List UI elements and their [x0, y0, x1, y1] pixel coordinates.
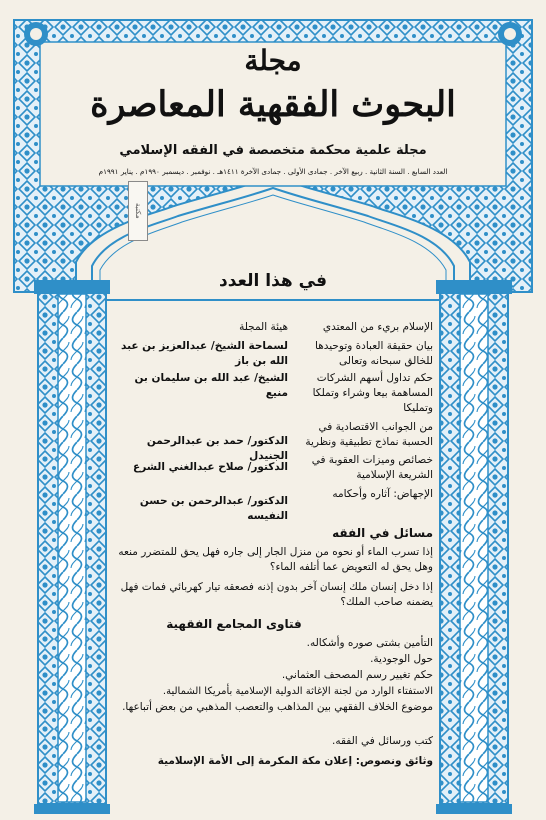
- fiqh-issues-title: مسائل في الفقه: [332, 526, 433, 540]
- fatwa-item-3: حكم تغيير رسم المصحف العثماني.: [281, 669, 433, 681]
- article-title-3: حكم تداول أسهم الشركات المساهمة بيعا وشراء وتملكا وتمليكا: [312, 372, 433, 414]
- article-title-6: الإجهاض: آثاره وأحكامه: [332, 488, 433, 500]
- article-title-2: بيان حقيقة العبادة وتوحيدها للخالق سبحانه وتعالى: [315, 340, 433, 367]
- magazine-subtitle: مجلة علمية محكمة متخصصة في الفقه الإسلامي: [119, 143, 427, 158]
- fatwa-item-2: حول الوجودية.: [370, 653, 433, 665]
- article-title-5: خصائص وميزات العقوبة في الشريعة الإسلامية: [311, 454, 433, 481]
- article-title-4: من الجوانب الاقتصادية في الحسبة نماذج تطبيقية ونظرية: [305, 421, 433, 448]
- fiqh-issue-2: إذا دخل إنسان ملك إنسان آخر بدون إذنه فصعقه تيار كهربائي فمات فهل يضمنه صاحب الملك؟: [120, 581, 433, 608]
- library-stamp: [128, 181, 148, 241]
- article-author-3: الشيخ/ عبد الله بن سليمان بن منيع: [134, 372, 288, 399]
- fatwa-item-1: التأمين بشتى صوره وأشكاله.: [306, 637, 433, 649]
- contents-title: في هذا العدد: [219, 271, 327, 291]
- fatwa-item-5: موضوع الخلاف الفقهي بين المذاهب والتعصب المذهبي من بعض أتباعها.: [122, 701, 433, 713]
- article-author-5: الدكتور/ صلاح عبدالغني الشرع: [133, 461, 288, 473]
- books-line: كتب ورسائل في الفقه.: [332, 735, 433, 747]
- magazine-name: البحوث الفقهية المعاصرة: [90, 84, 456, 125]
- fatwas-title: فتاوى المجامع الفقهية: [166, 617, 302, 631]
- article-author-1: هيئة المجلة: [239, 321, 288, 333]
- article-author-6: الدكتور/ عبدالرحمن بن حسن النفيسه: [139, 495, 288, 522]
- fatwa-item-4: الاستفتاء الوارد من لجنة الإغاثة الدولية الإسلامية بأمريكا الشمالية.: [162, 686, 433, 697]
- fiqh-issue-1: إذا تسرب الماء أو نحوه من منزل الجار إلى جاره فهل يحق للمتضرر منعه وهل يحق له التعويض عما أتلفه الماء؟: [118, 546, 433, 573]
- article-title-1: الإسلام بريء من المعتدي: [322, 321, 433, 333]
- stamp-text: مكتبة: [134, 203, 142, 219]
- magazine-word: مجلة: [244, 44, 302, 77]
- documents-line: وثائق ونصوص: إعلان مكة المكرمة إلى الأمة الإسلامية: [157, 755, 433, 767]
- issue-info: العدد السابع . السنة الثانية . ربيع الآخر . جمادى الأولى . جمادى الآخرة ١٤١١هـ . نوفمبر . ديسمبر ١٩٩٠م . يناير ١٩٩١م: [98, 167, 448, 176]
- article-author-4: الدكتور/ حمد بن عبدالرحمن الجنيدل: [146, 435, 288, 462]
- article-author-2: لسماحة الشيخ/ عبدالعزيز بن عبد الله بن باز: [121, 340, 288, 367]
